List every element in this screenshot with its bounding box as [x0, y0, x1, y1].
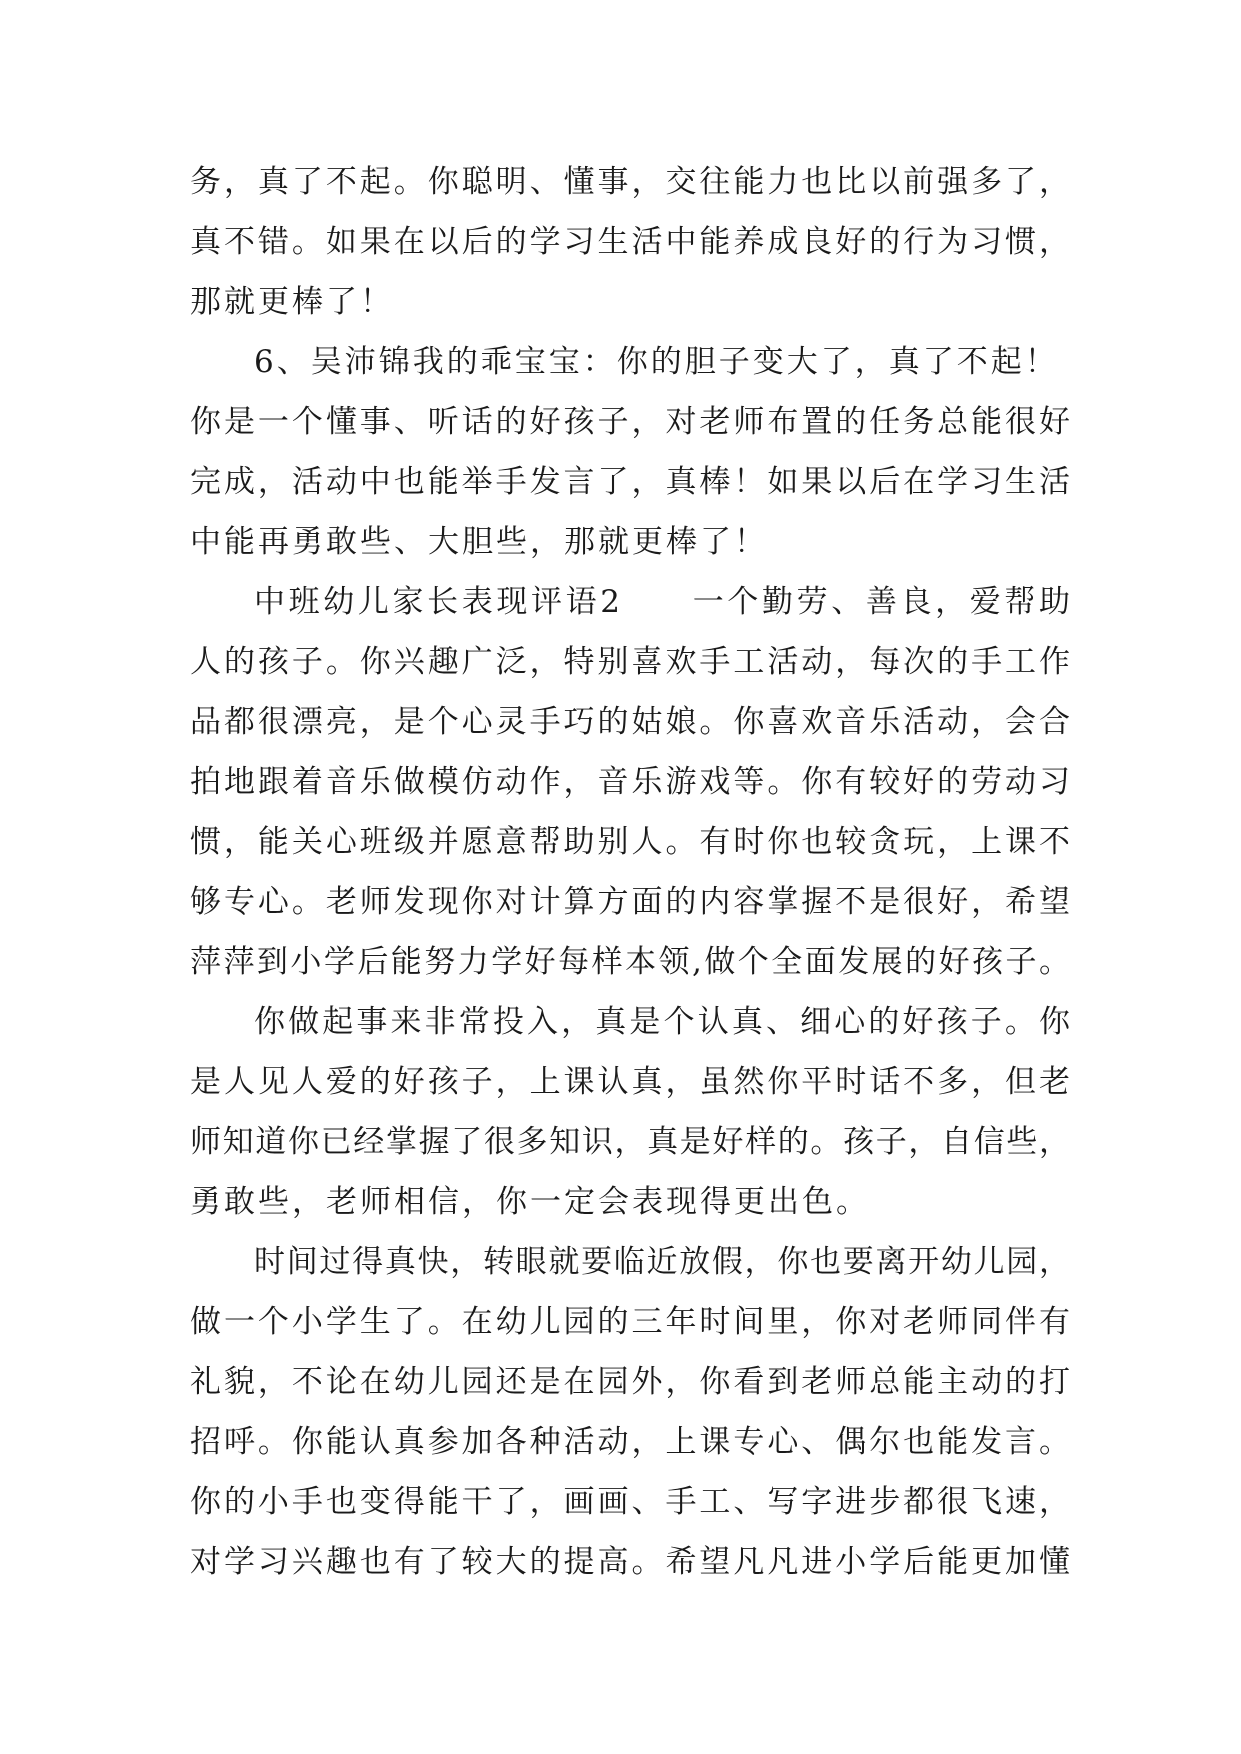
text-line: 务，真了不起。你聪明、懂事，交往能力也比以前强多了， [190, 164, 1070, 200]
text-line: 对学习兴趣也有了较大的提高。希望凡凡进小学后能更加懂 [190, 1544, 1070, 1580]
paragraph-2 [190, 332, 1070, 572]
text-line: 时间过得真快，转眼就要临近放假，你也要离开幼儿园， [254, 1244, 1070, 1280]
document-body [190, 152, 1070, 1592]
text-line: 礼貌，不论在幼儿园还是在园外，你看到老师总能主动的打 [190, 1364, 1070, 1400]
text-line: 你的小手也变得能干了，画画、手工、写字进步都很飞速， [190, 1484, 1070, 1520]
paragraph-4 [190, 992, 1070, 1232]
text-line: 拍地跟着音乐做模仿动作，音乐游戏等。你有较好的劳动习 [190, 764, 1070, 800]
text-line: 那就更棒了！ [190, 284, 394, 320]
text-line: 品都很漂亮，是个心灵手巧的姑娘。你喜欢音乐活动，会合 [190, 704, 1070, 740]
text-line: 勇敢些，老师相信，你一定会表现得更出色。 [190, 1184, 870, 1220]
paragraph-1 [190, 152, 1070, 332]
paragraph-5 [190, 1232, 1070, 1592]
text-line: 真不错。如果在以后的学习生活中能养成良好的行为习惯， [190, 224, 1070, 260]
text-line: 中能再勇敢些、大胆些，那就更棒了！ [190, 524, 768, 560]
text-line: 完成，活动中也能举手发言了，真棒！如果以后在学习生活 [190, 464, 1070, 500]
text-line: 做一个小学生了。在幼儿园的三年时间里，你对老师同伴有 [190, 1304, 1070, 1340]
text-line: 人的孩子。你兴趣广泛，特别喜欢手工活动，每次的手工作 [190, 644, 1070, 680]
text-line: 萍萍到小学后能努力学好每样本领,做个全面发展的好孩子。 [190, 944, 1070, 980]
text-line: 你是一个懂事、听话的好孩子，对老师布置的任务总能很好 [190, 404, 1070, 440]
text-line: 你做起事来非常投入，真是个认真、细心的好孩子。你 [254, 1004, 1070, 1040]
text-line: 中班幼儿家长表现评语2 一个勤劳、善良，爱帮助 [254, 584, 1070, 620]
text-line: 是人见人爱的好孩子，上课认真，虽然你平时话不多，但老 [190, 1064, 1070, 1100]
text-line: 够专心。老师发现你对计算方面的内容掌握不是很好，希望 [190, 884, 1070, 920]
text-line: 6、吴沛锦我的乖宝宝：你的胆子变大了，真了不起！ [254, 344, 1059, 380]
paragraph-3 [190, 572, 1070, 992]
text-line: 招呼。你能认真参加各种活动，上课专心、偶尔也能发言。 [190, 1424, 1070, 1460]
text-line: 师知道你已经掌握了很多知识，真是好样的。孩子，自信些， [190, 1124, 1070, 1160]
text-line: 惯，能关心班级并愿意帮助别人。有时你也较贪玩，上课不 [190, 824, 1070, 860]
